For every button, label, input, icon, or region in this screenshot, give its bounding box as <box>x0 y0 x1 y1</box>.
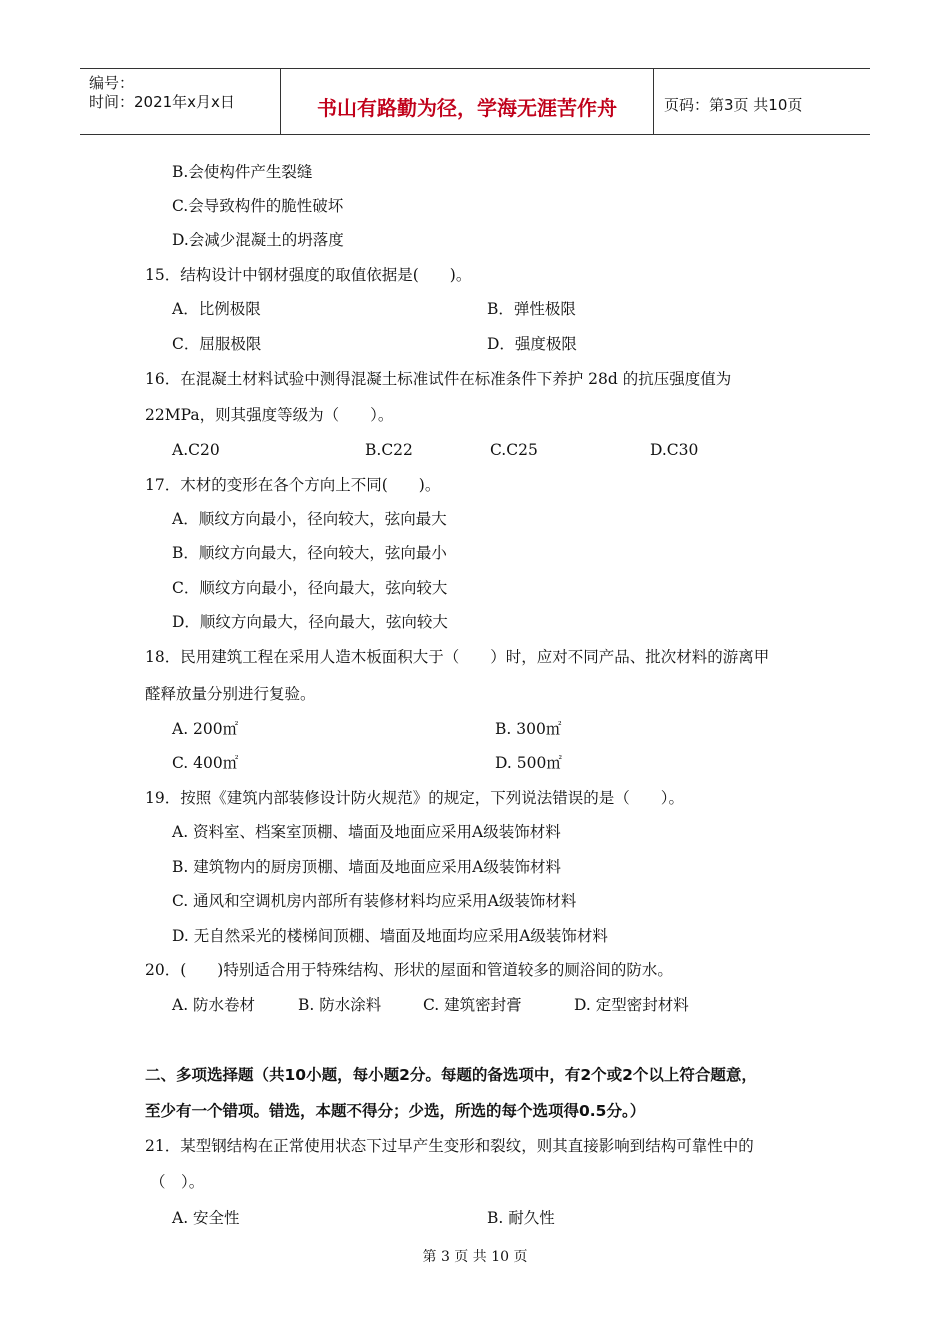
q17-option-c: C．顺纹方向最小，径向最大，弦向较大 <box>172 579 448 597</box>
q21-option-a: A. 安全性 <box>172 1209 240 1227</box>
q19-option-d: D. 无自然采光的楼梯间顶棚、墙面及地面均应采用A级装饰材料 <box>172 927 608 945</box>
q16-option-c: C.C25 <box>490 441 538 459</box>
q20-option-c: C. 建筑密封膏 <box>423 996 522 1014</box>
q15-stem: 15．结构设计中钢材强度的取值依据是( )。 <box>145 266 472 284</box>
q21-stem-line2: （ ）。 <box>150 1173 205 1191</box>
q14-option-b: B.会使构件产生裂缝 <box>172 163 313 181</box>
q16-option-a: A.C20 <box>172 441 220 459</box>
q21-option-b: B. 耐久性 <box>487 1209 555 1227</box>
q20-option-b: B. 防水涂料 <box>298 996 382 1014</box>
q19-option-a: A. 资料室、档案室顶棚、墙面及地面应采用A级装饰材料 <box>172 823 561 841</box>
q17-option-a: A．顺纹方向最小，径向较大，弦向最大 <box>172 510 447 528</box>
q15-option-b: B．弹性极限 <box>487 300 576 318</box>
q18-option-d: D. 500㎡ <box>495 754 562 772</box>
q18-stem-line1: 18．民用建筑工程在采用人造木板面积大于（ ）时，应对不同产品、批次材料的游离甲 <box>145 648 770 666</box>
q18-stem-line2: 醛释放量分别进行复验。 <box>145 685 316 703</box>
q16-option-d: D.C30 <box>650 441 699 459</box>
header-motto-cell <box>281 69 654 134</box>
q15-option-d: D．强度极限 <box>487 335 577 353</box>
q17-option-d: D．顺纹方向最大，径向最大，弦向较大 <box>172 613 448 631</box>
section2-heading-line2: 至少有一个错项。错选，本题不得分；少选，所选的每个选项得0.5分。） <box>145 1102 646 1120</box>
q20-stem: 20．( )特别适合用于特殊结构、形状的屋面和管道较多的厕浴间的防水。 <box>145 961 673 979</box>
q21-stem-line1: 21．某型钢结构在正常使用状态下过早产生变形和裂纹，则其直接影响到结构可靠性中的 <box>145 1137 754 1155</box>
q14-option-c: C.会导致构件的脆性破坏 <box>172 197 344 215</box>
page-header <box>80 68 870 135</box>
q14-option-d: D.会减少混凝土的坍落度 <box>172 231 344 249</box>
q19-stem: 19．按照《建筑内部装修设计防火规范》的规定，下列说法错误的是（ ）。 <box>145 789 684 807</box>
q16-stem-line1: 16．在混凝土材料试验中测得混凝土标准试件在标准条件下养护 28d 的抗压强度值为 <box>145 370 732 388</box>
q19-option-c: C. 通风和空调机房内部所有装修材料均应采用A级装饰材料 <box>172 892 577 910</box>
q18-option-c: C. 400㎡ <box>172 754 239 772</box>
q18-option-b: B. 300㎡ <box>495 720 562 738</box>
number-label: 编号： <box>89 74 135 92</box>
motto-text: 书山有路勤为径，学海无涯苦作舟 <box>317 96 617 120</box>
q15-option-c: C．屈服极限 <box>172 335 262 353</box>
q15-option-a: A．比例极限 <box>172 300 261 318</box>
section2-heading-line1: 二、多项选择题（共10小题，每小题2分。每题的备选项中，有2个或2个以上符合题意， <box>145 1066 757 1084</box>
header-info-cell <box>80 69 281 134</box>
q20-option-a: A. 防水卷材 <box>172 996 256 1014</box>
q20-option-d: D. 定型密封材料 <box>574 996 689 1014</box>
header-page-cell <box>654 69 870 134</box>
date-label: 时间：2021年x月x日 <box>89 93 235 111</box>
page-label: 页码：第3页 共10页 <box>664 96 803 114</box>
q16-option-b: B.C22 <box>365 441 413 459</box>
q16-stem-line2: 22MPa，则其强度等级为（ ）。 <box>145 406 394 424</box>
q19-option-b: B. 建筑物内的厨房顶棚、墙面及地面应采用A级装饰材料 <box>172 858 561 876</box>
q17-option-b: B．顺纹方向最大，径向较大，弦向最小 <box>172 544 447 562</box>
q17-stem: 17．木材的变形在各个方向上不同( )。 <box>145 476 441 494</box>
page-footer: 第 3 页 共 10 页 <box>422 1249 528 1265</box>
q18-option-a: A. 200㎡ <box>172 720 239 738</box>
